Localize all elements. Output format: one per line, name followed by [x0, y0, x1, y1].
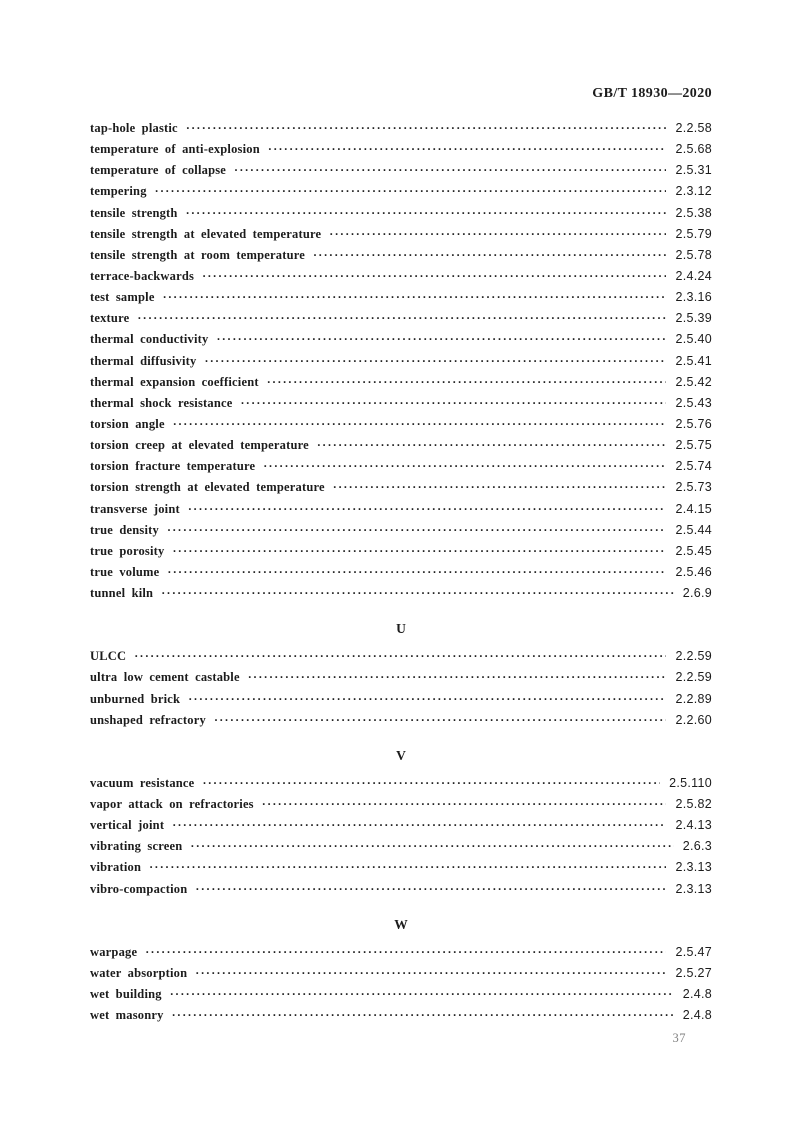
dot-leader [155, 184, 667, 199]
entry-term: temperature of anti-explosion [90, 142, 260, 157]
entry-ref: 2.5.76 [675, 416, 712, 431]
index-entry-row [90, 396, 712, 417]
dot-leader [190, 839, 673, 854]
entry-term: terrace-backwards [90, 268, 195, 283]
index-entry-row [90, 332, 712, 353]
index-entry-row [90, 945, 712, 966]
index-entry-row [90, 248, 712, 269]
dot-leader [188, 692, 666, 707]
dot-leader [333, 480, 667, 495]
entry-term: unshaped refractory [90, 712, 206, 727]
entry-ref: 2.5.75 [675, 438, 712, 453]
dot-leader [262, 797, 667, 812]
entry-ref: 2.2.59 [675, 649, 712, 664]
dot-leader [317, 438, 667, 453]
dot-leader [188, 502, 667, 517]
entry-term: vertical joint [90, 818, 165, 833]
index-entry-row [90, 797, 712, 818]
entry-term: ultra low cement castable [90, 670, 240, 685]
entry-term: tensile strength at room temperature [90, 247, 305, 262]
dot-leader [195, 882, 666, 897]
entry-ref: 2.5.43 [675, 395, 712, 410]
entry-ref: 2.5.110 [669, 775, 712, 790]
standard-code-header: GB/T 18930—2020 [592, 86, 712, 101]
entry-ref: 2.5.38 [675, 205, 712, 220]
index-entry-row [90, 776, 712, 797]
entry-term: torsion angle [90, 416, 165, 431]
entry-term: ULCC [90, 649, 127, 664]
entry-ref: 2.2.58 [675, 121, 712, 135]
dot-leader [248, 670, 667, 685]
entry-ref: 2.5.82 [675, 796, 712, 811]
index-entry-row [90, 311, 712, 332]
entry-ref: 2.4.24 [675, 268, 712, 283]
entry-term: wet building [90, 986, 162, 1001]
index-entry-row [90, 417, 712, 438]
index-entry-row [90, 375, 712, 396]
index-entry-row [90, 480, 712, 501]
dot-leader [195, 966, 666, 981]
entry-term: test sample [90, 290, 155, 305]
entry-term: thermal expansion coefficient [90, 374, 259, 389]
index-entry-row [90, 544, 712, 565]
entry-ref: 2.5.46 [675, 564, 712, 579]
dot-leader [267, 375, 667, 390]
dot-leader [167, 523, 666, 538]
index-entry-row [90, 966, 712, 987]
entry-ref: 2.5.42 [675, 374, 712, 389]
entry-term: warpage [90, 944, 138, 959]
entry-ref: 2.5.73 [675, 480, 712, 495]
dot-leader [172, 1008, 674, 1023]
entry-ref: 2.2.59 [675, 670, 712, 685]
entry-term: unburned brick [90, 691, 181, 706]
entry-ref: 2.4.8 [682, 1008, 712, 1023]
index-entry-row [90, 839, 712, 860]
entry-term: torsion creep at elevated temperature [90, 438, 309, 453]
entry-ref: 2.5.68 [675, 142, 712, 157]
index-entry-row [90, 438, 712, 459]
dot-leader [329, 227, 666, 242]
entry-term: thermal conductivity [90, 332, 209, 347]
index-entry-row [90, 860, 712, 881]
index-entry-row [90, 586, 712, 607]
dot-leader [137, 311, 666, 326]
entry-term: tap-hole plastic [90, 121, 178, 135]
dot-leader [134, 649, 666, 664]
entry-ref: 2.6.3 [682, 839, 712, 854]
index-entry-row [90, 206, 712, 227]
dot-leader [145, 945, 666, 960]
entry-ref: 2.5.47 [675, 944, 712, 959]
page-number: 37 [672, 1031, 686, 1045]
entry-term: vibration [90, 860, 142, 875]
index-entry-row [90, 163, 712, 184]
entry-ref: 2.4.13 [675, 818, 712, 833]
section-letter: U [396, 621, 406, 637]
dot-leader [202, 269, 666, 284]
entry-ref: 2.4.8 [682, 986, 712, 1001]
entry-ref: 2.5.45 [675, 543, 712, 558]
dot-leader [214, 713, 667, 728]
index-entry-row [90, 354, 712, 375]
dot-leader [186, 206, 667, 221]
dot-leader [241, 396, 667, 411]
section-letter: V [396, 747, 406, 763]
index-entry-row [90, 818, 712, 839]
entry-ref: 2.5.40 [675, 332, 712, 347]
entry-term: true density [90, 522, 159, 537]
entry-ref: 2.3.16 [675, 290, 712, 305]
index-entry-row [90, 290, 712, 311]
entry-ref: 2.5.39 [675, 311, 712, 326]
index-content [90, 121, 712, 1029]
entry-ref: 2.5.31 [675, 163, 712, 178]
entry-ref: 2.5.79 [675, 226, 712, 241]
entry-ref: 2.5.41 [675, 353, 712, 368]
entry-term: thermal shock resistance [90, 395, 233, 410]
dot-leader [167, 565, 666, 580]
index-entry-row [90, 523, 712, 544]
dot-leader [186, 121, 667, 136]
index-entry-row [90, 882, 712, 903]
entry-ref: 2.6.9 [682, 586, 712, 601]
index-entry-row [90, 713, 712, 734]
entry-term: torsion strength at elevated temperature [90, 480, 325, 495]
index-entry-row [90, 987, 712, 1008]
entry-term: wet masonry [90, 1008, 164, 1023]
entry-term: torsion fracture temperature [90, 459, 256, 474]
entry-term: transverse joint [90, 501, 180, 516]
index-entry-row [90, 142, 712, 163]
dot-leader [263, 459, 666, 474]
dot-leader [313, 248, 666, 263]
index-entry-row [90, 1008, 712, 1029]
index-entry-row [90, 269, 712, 290]
entry-ref: 2.5.44 [675, 522, 712, 537]
entry-term: tensile strength [90, 205, 178, 220]
entry-term: tensile strength at elevated temperature [90, 226, 322, 241]
entry-ref: 2.2.60 [675, 712, 712, 727]
dot-leader [216, 332, 666, 347]
section-letter: W [394, 916, 408, 932]
entry-term: water absorption [90, 965, 188, 980]
index-entry-row [90, 121, 712, 142]
entry-ref: 2.4.15 [675, 501, 712, 516]
entry-ref: 2.3.13 [675, 860, 712, 875]
entry-term: true porosity [90, 543, 165, 558]
index-entry-row [90, 692, 712, 713]
dot-leader [268, 142, 667, 157]
dot-leader [149, 860, 666, 875]
dot-leader [172, 818, 666, 833]
index-entry-row [90, 565, 712, 586]
index-entry-row [90, 184, 712, 205]
entry-term: true volume [90, 564, 160, 579]
dot-leader [172, 544, 666, 559]
entry-ref: 2.5.27 [675, 965, 712, 980]
entry-term: tunnel kiln [90, 586, 154, 601]
index-entry-row [90, 459, 712, 480]
entry-term: vapor attack on refractories [90, 796, 254, 811]
entry-term: vibro-compaction [90, 881, 188, 896]
index-entry-row [90, 670, 712, 691]
entry-term: vibrating screen [90, 839, 183, 854]
dot-leader [170, 987, 674, 1002]
entry-term: tempering [90, 184, 147, 199]
entry-term: vacuum resistance [90, 775, 195, 790]
dot-leader [163, 290, 667, 305]
entry-ref: 2.5.74 [675, 459, 712, 474]
index-entry-row [90, 502, 712, 523]
dot-leader [202, 776, 660, 791]
dot-leader [173, 417, 667, 432]
dot-leader [204, 354, 666, 369]
index-entry-row [90, 227, 712, 248]
index-entry-row [90, 649, 712, 670]
dot-leader [161, 586, 673, 601]
entry-ref: 2.2.89 [675, 691, 712, 706]
entry-ref: 2.3.12 [675, 184, 712, 199]
entry-term: temperature of collapse [90, 163, 227, 178]
dot-leader [234, 163, 666, 178]
entry-ref: 2.3.13 [675, 881, 712, 896]
entry-term: texture [90, 311, 130, 326]
entry-term: thermal diffusivity [90, 353, 197, 368]
entry-ref: 2.5.78 [675, 247, 712, 262]
